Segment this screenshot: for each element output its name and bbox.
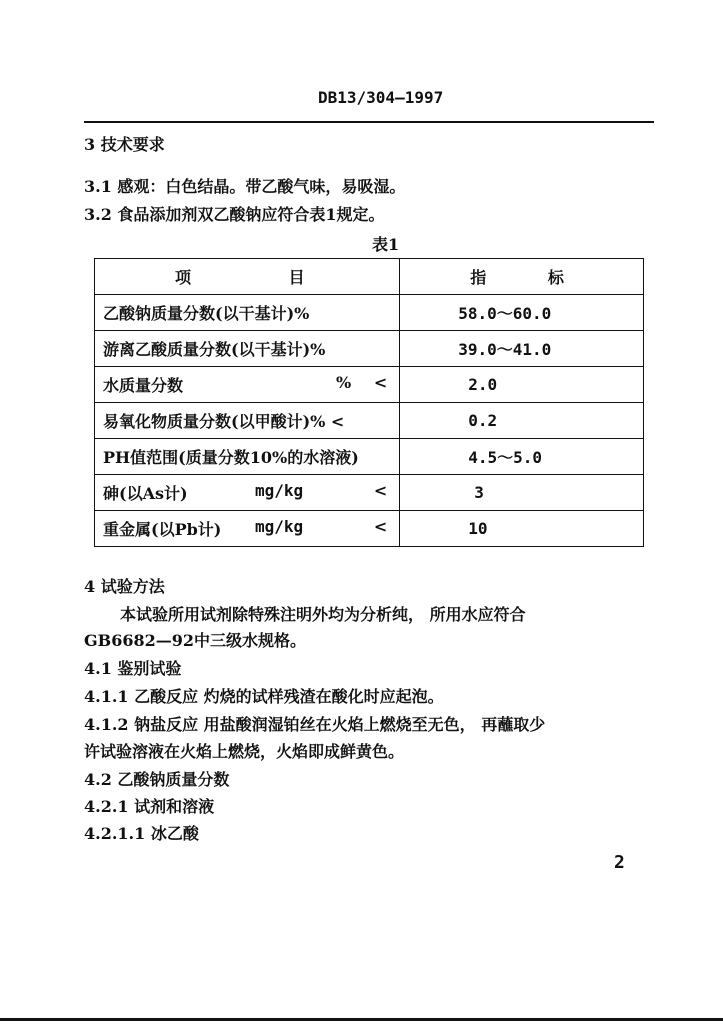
table-row: [95, 367, 644, 403]
table-row: [95, 295, 644, 331]
spec-table: [94, 258, 644, 547]
header-rule: [84, 121, 654, 123]
row-item-cell: [95, 475, 400, 511]
row-value: 39.0～41.0: [400, 331, 644, 367]
table-row: [95, 511, 644, 547]
table-header-row: [95, 259, 644, 295]
document-code: DB13/304—1997: [318, 88, 444, 107]
item-4-1-2-line1: 4.1.2 钠盐反应 用盐酸润湿铂丝在火焰上燃烧至无色， 再蘸取少: [84, 715, 546, 734]
table-row: [95, 403, 644, 439]
section-4-intro-line1: 本试验所用试剂除特殊注明外均为分析纯， 所用水应符合: [120, 605, 526, 624]
header-index: [400, 259, 644, 295]
section-3-heading: 3 技术要求: [84, 135, 165, 154]
row-item: 重金属(以Pb计): [103, 520, 222, 539]
row-value: 3: [400, 475, 644, 511]
header-item-char-b: 目: [288, 268, 305, 287]
row-value: 58.0～60.0: [400, 295, 644, 331]
row-unit: mg/kg: [255, 481, 304, 500]
row-item: 乙酸钠质量分数(以干基计)%: [95, 295, 400, 331]
row-value: 4.5～5.0: [400, 439, 644, 475]
item-3-1: 3.1 感观：白色结晶。带乙酸气味，易吸湿。: [84, 177, 406, 196]
page-number: 2: [614, 852, 625, 873]
header-index-char-a: 指: [470, 268, 487, 287]
row-symbol: <: [373, 517, 388, 536]
row-item: PH值范围(质量分数10%的水溶液): [95, 439, 400, 475]
row-item: 水质量分数: [103, 376, 184, 395]
table-row: [95, 331, 644, 367]
row-item: 易氧化物质量分数(以甲酸计)% <: [95, 403, 400, 439]
section-4-heading: 4 试验方法: [84, 577, 165, 596]
item-4-1-2-line2: 许试验溶液在火焰上燃烧，火焰即成鲜黄色。: [84, 742, 405, 761]
header-item: [95, 259, 400, 295]
row-value: 2.0: [400, 367, 644, 403]
row-value: 0.2: [400, 403, 644, 439]
item-4-1: 4.1 鉴别试验: [84, 659, 182, 678]
bottom-rule: [0, 1018, 723, 1021]
row-item-cell: [95, 367, 400, 403]
item-4-2-1-1: 4.2.1.1 冰乙酸: [84, 824, 199, 843]
row-value: 10: [400, 511, 644, 547]
item-4-2: 4.2 乙酸钠质量分数: [84, 770, 230, 789]
table-row: [95, 475, 644, 511]
row-item: 游离乙酸质量分数(以干基计)%: [95, 331, 400, 367]
row-item: 砷(以As计): [103, 484, 188, 503]
section-4-intro-line2: GB6682—92中三级水规格。: [84, 631, 306, 650]
item-4-1-1: 4.1.1 乙酸反应 灼烧的试样残渣在酸化时应起泡。: [84, 687, 444, 706]
table-row: [95, 439, 644, 475]
item-3-2: 3.2 食品添加剂双乙酸钠应符合表1规定。: [84, 205, 385, 224]
row-symbol: <: [373, 481, 388, 500]
header-index-char-b: 标: [547, 268, 564, 287]
table-caption: 表1: [372, 235, 400, 254]
item-4-2-1: 4.2.1 试剂和溶液: [84, 797, 215, 816]
row-symbol: <: [373, 373, 388, 392]
row-unit: %: [336, 373, 352, 392]
header-item-char-a: 项: [175, 268, 192, 287]
row-item-cell: [95, 511, 400, 547]
row-unit: mg/kg: [255, 517, 304, 536]
